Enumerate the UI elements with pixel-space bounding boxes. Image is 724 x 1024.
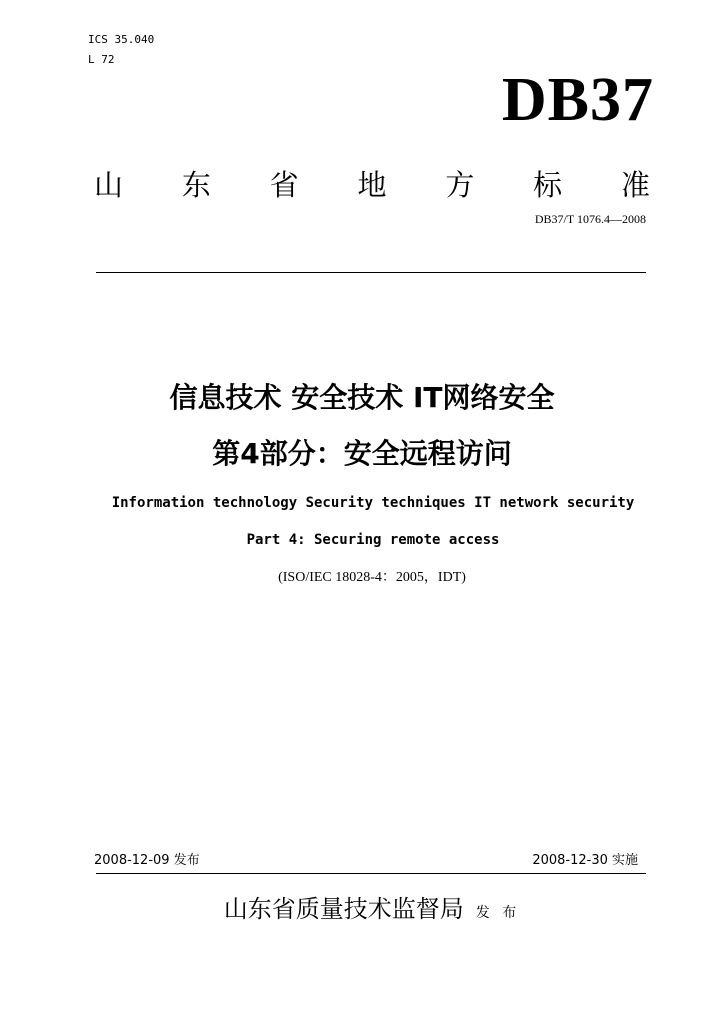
classification-code: L 72 bbox=[88, 53, 115, 66]
bottom-divider bbox=[96, 873, 646, 874]
standard-type-char: 准 bbox=[620, 168, 650, 202]
issuer-name: 山东省质量技术监督局 bbox=[223, 895, 464, 923]
standard-number: DB37/T 1076.4—2008 bbox=[534, 212, 646, 226]
standard-type-char: 省 bbox=[269, 168, 299, 202]
standard-type-char: 地 bbox=[357, 168, 387, 202]
issuer-suffix: 发 布 bbox=[475, 905, 521, 921]
issuer-line bbox=[0, 892, 724, 926]
ics-code: ICS 35.040 bbox=[88, 33, 155, 46]
standard-type-title bbox=[94, 166, 650, 204]
standard-type-char: 方 bbox=[445, 168, 475, 202]
issue-date: 2008-12-09 发布 bbox=[94, 853, 200, 868]
implementation-date: 2008-12-30 实施 bbox=[532, 853, 638, 868]
db-code-logo: DB37 bbox=[501, 66, 654, 134]
title-chinese-line2: 第4部分：安全远程访问 bbox=[212, 437, 512, 470]
idt-equivalence-note: (ISO/IEC 18028-4：2005，IDT) bbox=[278, 570, 466, 585]
top-divider bbox=[96, 272, 646, 273]
standard-type-char: 标 bbox=[533, 168, 563, 202]
title-english-line2: Part 4: Securing remote access bbox=[246, 532, 500, 548]
title-english-line1: Information technology Security techniques IT network security bbox=[111, 495, 635, 511]
title-chinese-line1: 信息技术 安全技术 IT网络安全 bbox=[169, 381, 555, 414]
standard-type-char: 东 bbox=[181, 168, 211, 202]
standard-type-char: 山 bbox=[94, 168, 124, 202]
